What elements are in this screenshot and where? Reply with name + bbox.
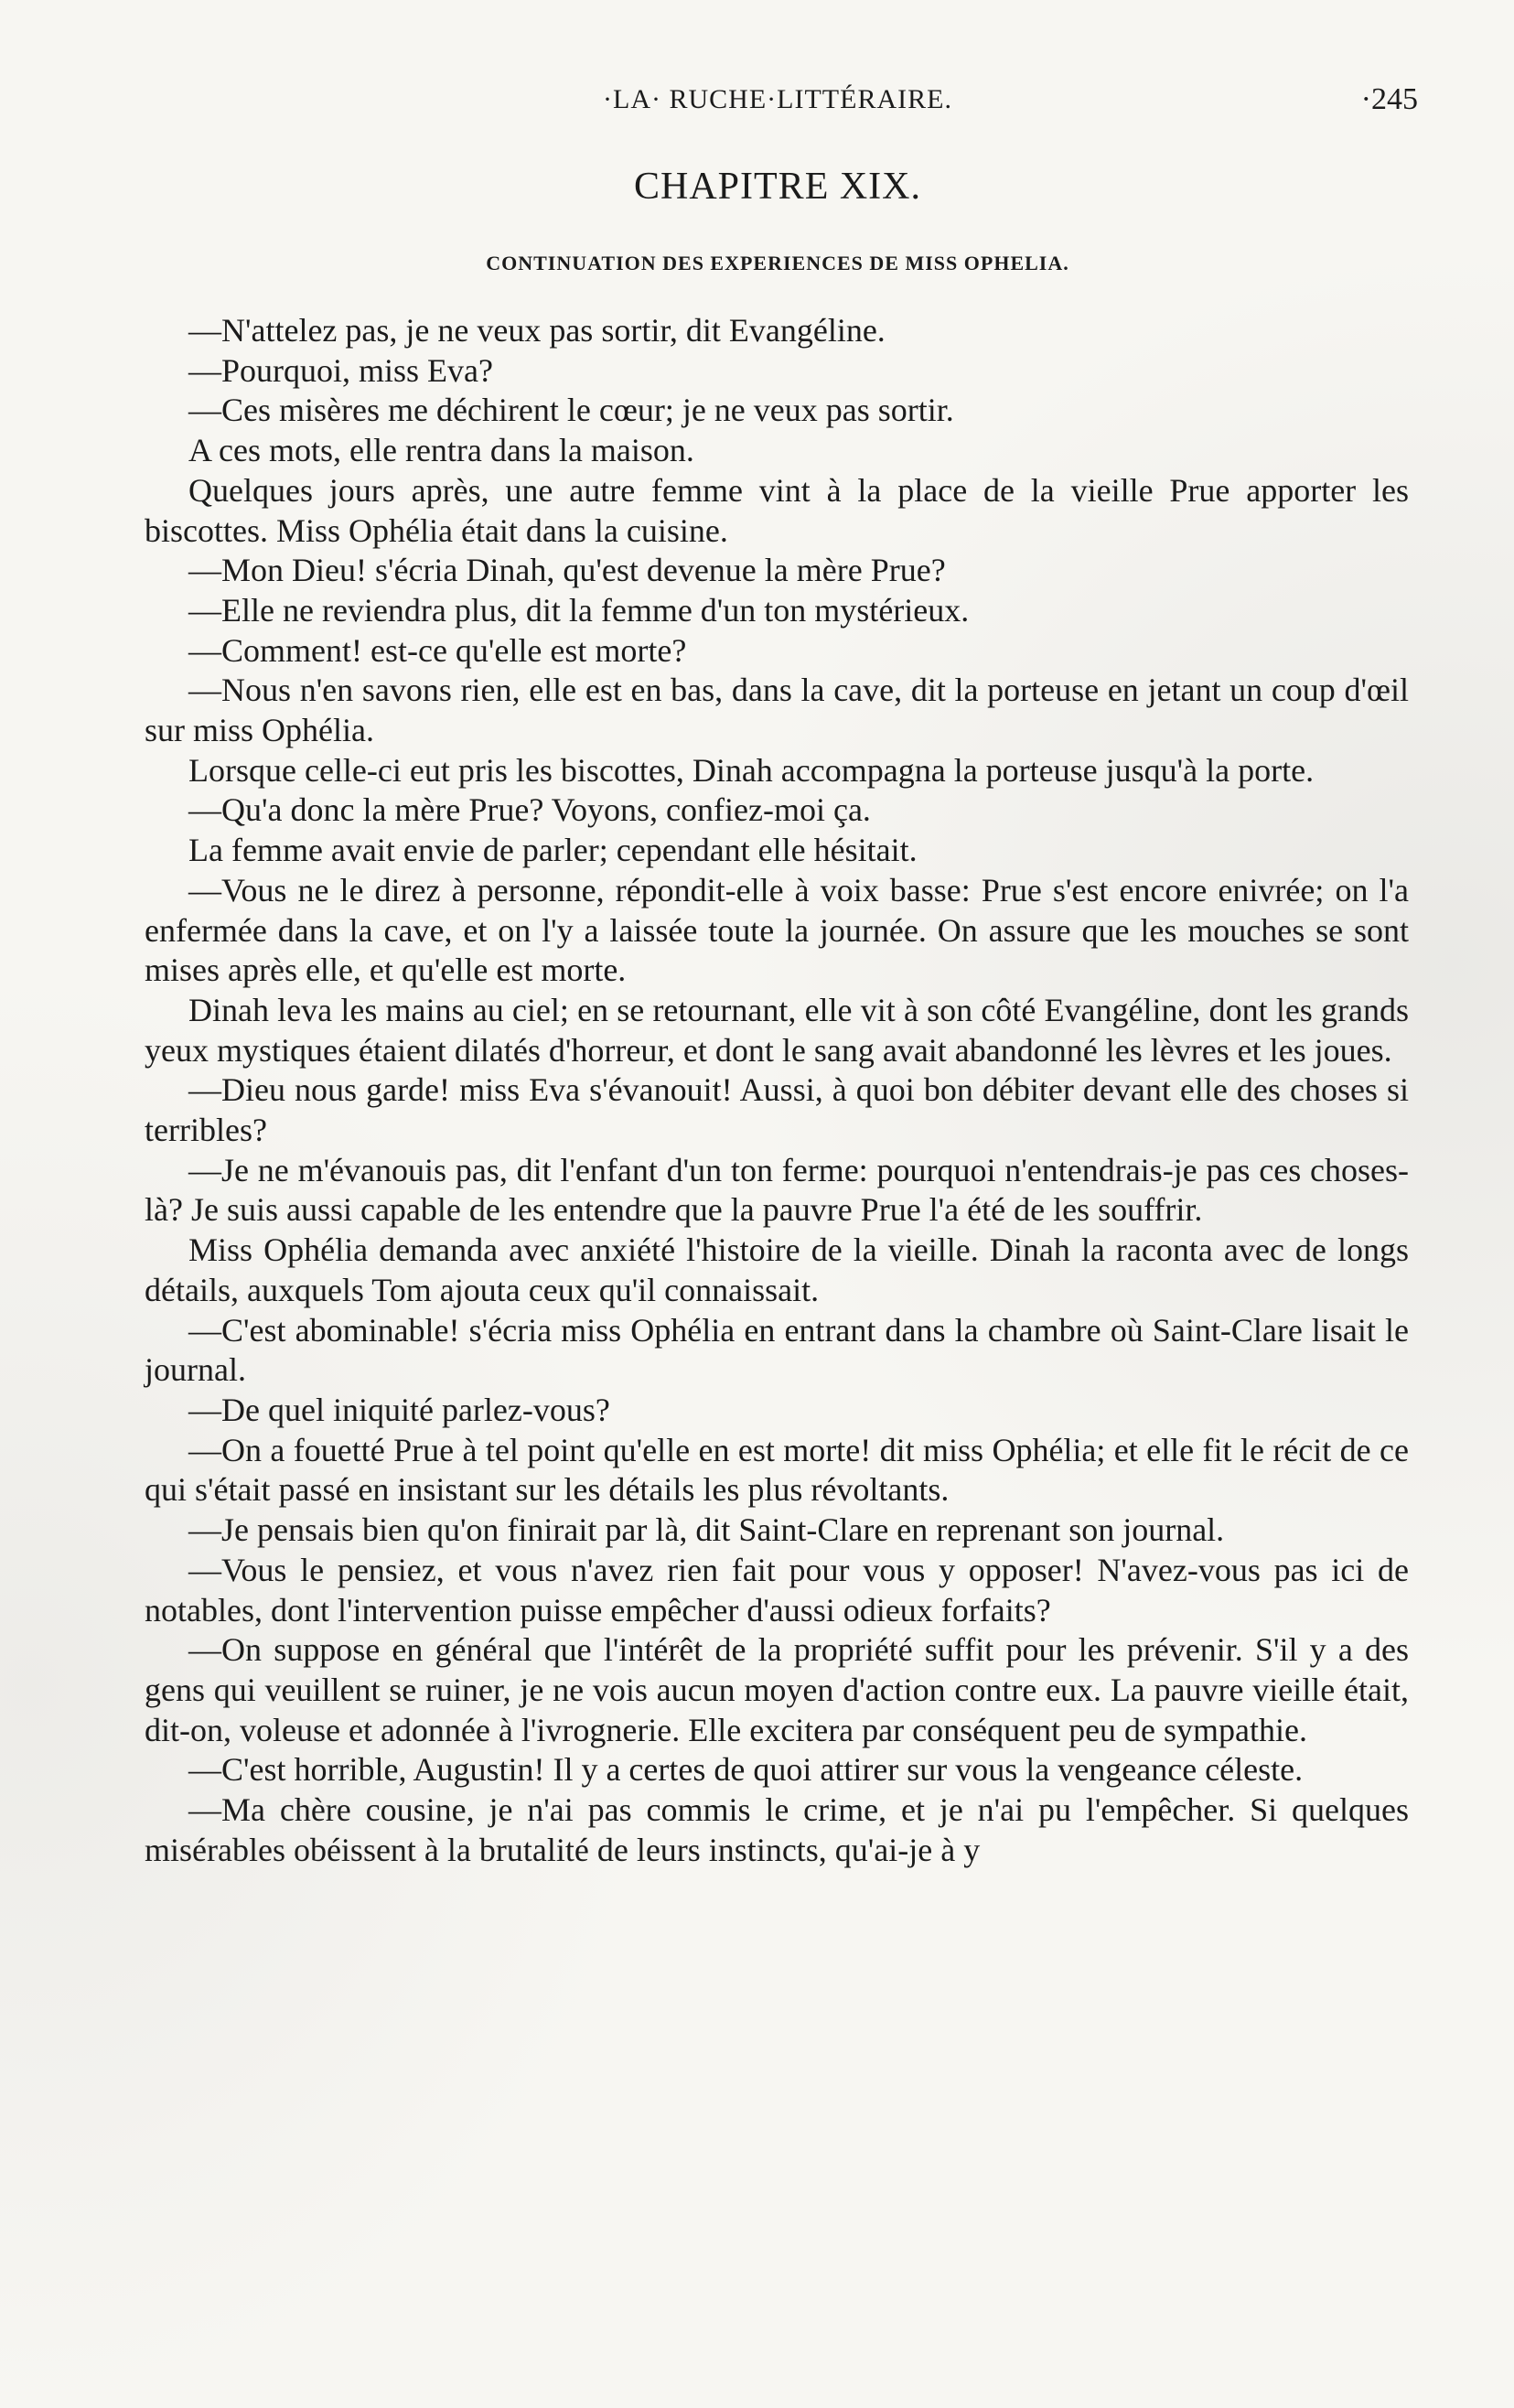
paragraph: A ces mots, elle rentra dans la maison. bbox=[188, 432, 694, 469]
paragraph: —Vous ne le direz à personne, répondit-elle à voix basse: Prue s'est encore enivrée; on l'a enfermée dans la cave, et on l'y a laissée toute la journée. On assure que les mouches se sont mises après elle, et qu'elle est morte. bbox=[145, 871, 1409, 989]
running-header bbox=[137, 84, 1418, 130]
paragraph: —Mon Dieu! s'écria Dinah, qu'est devenue la mère Prue? bbox=[188, 552, 946, 589]
paragraph: —De quel iniquité parlez-vous? bbox=[188, 1391, 610, 1428]
paragraph: —Nous n'en savons rien, elle est en bas, dans la cave, dit la porteuse en jetant un coup d'œil sur miss Ophélia. bbox=[145, 672, 1409, 749]
paragraph: —On a fouetté Prue à tel point qu'elle en est morte! dit miss Ophélia; et elle fit le récit de ce qui s'était passé en insistant sur les détails les plus révoltants. bbox=[145, 1431, 1409, 1509]
paragraph: —Pourquoi, miss Eva? bbox=[188, 351, 493, 389]
paragraph: —Je pensais bien qu'on finirait par là, dit Saint-Clare en reprenant son journal. bbox=[188, 1511, 1225, 1549]
paragraph: —C'est abominable! s'écria miss Ophélia en entrant dans la chambre où Saint-Clare lisait le journal. bbox=[145, 1311, 1409, 1389]
paragraph: Dinah leva les mains au ciel; en se retournant, elle vit à son côté Evangéline, dont les grands yeux mystiques étaient dilatés d'horreur, et dont le sang avait abandonné les lèvres et les joues. bbox=[145, 991, 1409, 1069]
paragraph: —Je ne m'évanouis pas, dit l'enfant d'un ton ferme: pourquoi n'entendrais-je pas ces choses-là? Je suis aussi capable de les entendre que la pauvre Prue l'a été de les souffrir. bbox=[145, 1151, 1409, 1229]
paragraph: Quelques jours après, une autre femme vint à la place de la vieille Prue apporter les biscottes. Miss Ophélia était dans la cuisine. bbox=[145, 471, 1409, 549]
running-title: ·LA· RUCHE·LITTÉRAIRE. bbox=[603, 84, 952, 114]
paragraph: —Vous le pensiez, et vous n'avez rien fait pour vous y opposer! N'avez-vous pas ici de notables, dont l'intervention puisse empêcher d'aussi odieux forfaits? bbox=[145, 1551, 1409, 1629]
paragraph: Miss Ophélia demanda avec anxiété l'histoire de la vieille. Dinah la raconta avec de longs détails, auxquels Tom ajouta ceux qu'il connaissait. bbox=[145, 1231, 1409, 1308]
chapter-title: CHAPITRE XIX. bbox=[634, 166, 921, 208]
body-text bbox=[145, 311, 1409, 1870]
paragraph: —Ma chère cousine, je n'ai pas commis le crime, et je n'ai pu l'empêcher. Si quelques misérables obéissent à la brutalité de leurs instincts, qu'ai-je à y bbox=[145, 1791, 1409, 1868]
paragraph: —Qu'a donc la mère Prue? Voyons, confiez-moi ça. bbox=[188, 791, 871, 829]
paragraph: —Ces misères me déchirent le cœur; je ne veux pas sortir. bbox=[188, 392, 954, 429]
paragraph: —C'est horrible, Augustin! Il y a certes de quoi attirer sur vous la vengeance céleste. bbox=[188, 1751, 1304, 1789]
paragraph: —On suppose en général que l'intérêt de la propriété suffit pour les prévenir. S'il y a des gens qui veuillent se ruiner, je ne vois aucun moyen d'action contre eux. La pauvre vieille était, dit-on, voleuse et adonnée à l'ivrognerie. Elle excitera par conséquent peu de sympathie. bbox=[145, 1631, 1409, 1748]
paragraph: —Elle ne reviendra plus, dit la femme d'un ton mystérieux. bbox=[188, 591, 970, 629]
paragraph: —N'attelez pas, je ne veux pas sortir, dit Evangéline. bbox=[188, 312, 886, 349]
paragraph: La femme avait envie de parler; cependant elle hésitait. bbox=[188, 832, 918, 869]
chapter-subtitle: CONTINUATION DES EXPERIENCES DE MISS OPHELIA. bbox=[486, 252, 1069, 274]
paragraph: Lorsque celle-ci eut pris les biscottes, Dinah accompagna la porteuse jusqu'à la porte. bbox=[188, 751, 1315, 789]
paragraph: —Dieu nous garde! miss Eva s'évanouit! Aussi, à quoi bon débiter devant elle des choses si terribles? bbox=[145, 1071, 1409, 1149]
page-number: ·245 bbox=[1360, 82, 1418, 116]
paragraph: —Comment! est-ce qu'elle est morte? bbox=[188, 631, 687, 669]
